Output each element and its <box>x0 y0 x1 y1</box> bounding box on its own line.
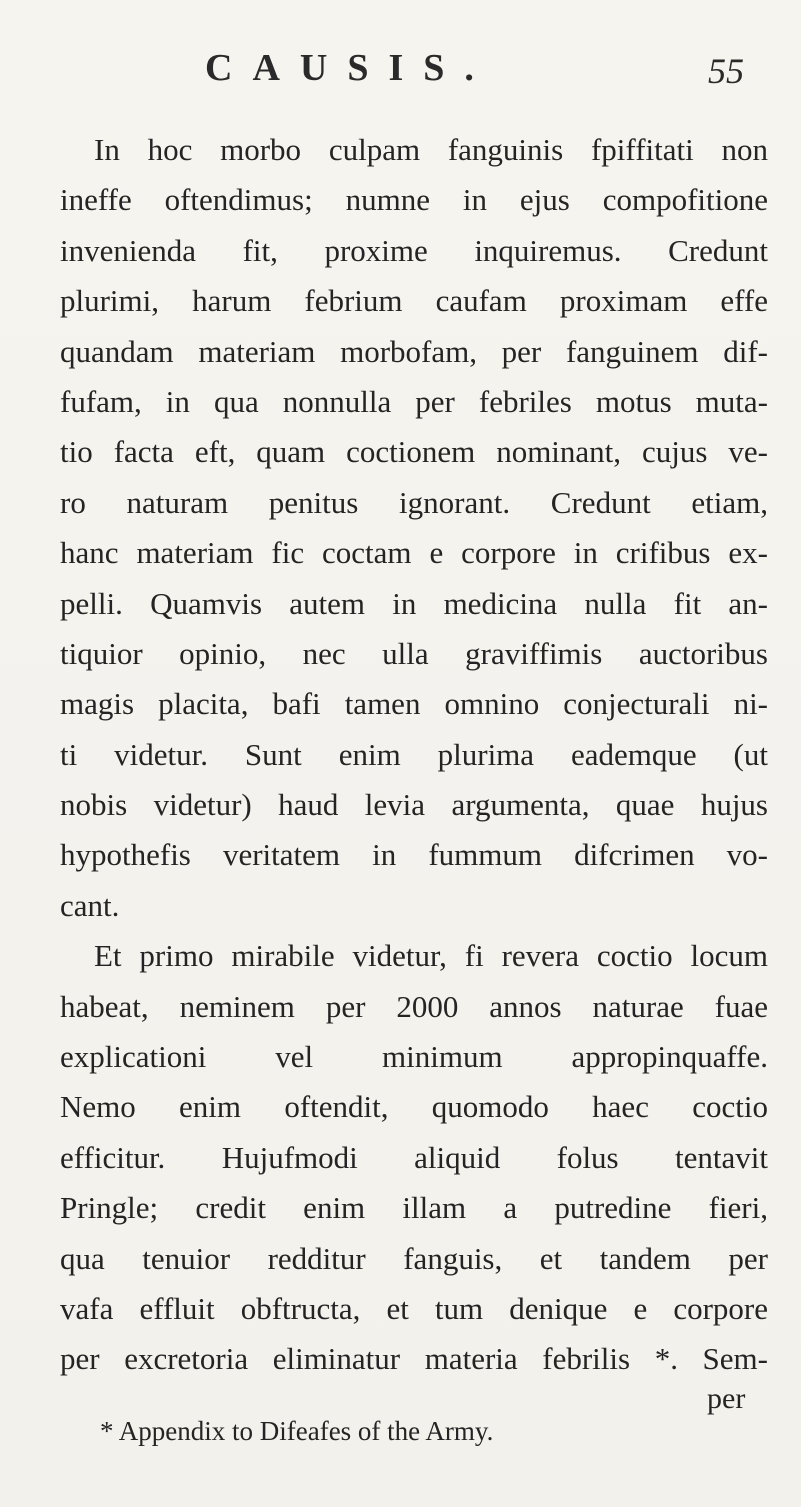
paragraph-2 <box>60 931 768 1385</box>
catchword: per <box>707 1382 746 1415</box>
text-line: explicationi vel minimum appropinquaffe. <box>60 1039 768 1075</box>
page-header <box>0 42 801 102</box>
text-line: hypothefis veritatem in fummum difcrimen vo- <box>60 837 768 873</box>
text-line: efficitur. Hujufmodi aliquid folus tentavit <box>60 1139 768 1175</box>
text-line: vafa effluit obftructa, et tum denique e corpore <box>60 1290 768 1326</box>
running-head: CAUSIS. <box>205 47 494 89</box>
text-line: tio facta eft, quam coctionem nominant, cujus ve- <box>60 434 768 470</box>
text-line: per excretoria eliminatur materia febrilis *. Sem- <box>60 1341 768 1377</box>
text-line: ineffe oftendimus; numne in ejus compofitione <box>60 182 768 218</box>
text-line: ti videtur. Sunt enim plurima eademque (ut <box>60 736 768 772</box>
text-line: fufam, in qua nonnulla per febriles motus muta- <box>60 383 768 419</box>
text-line: ro naturam penitus ignorant. Credunt etiam, <box>60 484 768 520</box>
paragraph-1 <box>60 125 768 931</box>
text-line: Pringle; credit enim illam a putredine fieri, <box>60 1190 768 1226</box>
text-line: habeat, neminem per 2000 annos naturae fuae <box>60 988 768 1024</box>
text-line: magis placita, bafi tamen omnino conjecturali ni- <box>60 686 768 722</box>
text-line: quandam materiam morbofam, per fanguinem dif- <box>60 333 768 369</box>
text-line: Nemo enim oftendit, quomodo haec coctio <box>60 1089 768 1125</box>
text-line: nobis videtur) haud levia argumenta, quae hujus <box>60 787 768 823</box>
text-line: In hoc morbo culpam fanguinis fpiffitati non <box>94 132 768 167</box>
text-line: hanc materiam fic coctam e corpore in crifibus ex- <box>60 535 768 571</box>
text-line: tiquior opinio, nec ulla graviffimis auctoribus <box>60 635 768 671</box>
text-line: pelli. Quamvis autem in medicina nulla fit an- <box>60 585 768 621</box>
text-line: qua tenuior redditur fanguis, et tandem per <box>60 1240 768 1276</box>
body-text <box>60 125 768 1385</box>
page-number: 55 <box>708 51 744 91</box>
footnote: * Appendix to Difeafes of the Army. <box>100 1416 494 1446</box>
text-line: invenienda fit, proxime inquiremus. Credunt <box>60 232 768 268</box>
text-line: cant. <box>60 887 120 923</box>
text-line: plurimi, harum febrium caufam proximam effe <box>60 283 768 319</box>
text-line: Et primo mirabile videtur, fi revera coctio locum <box>94 938 768 974</box>
